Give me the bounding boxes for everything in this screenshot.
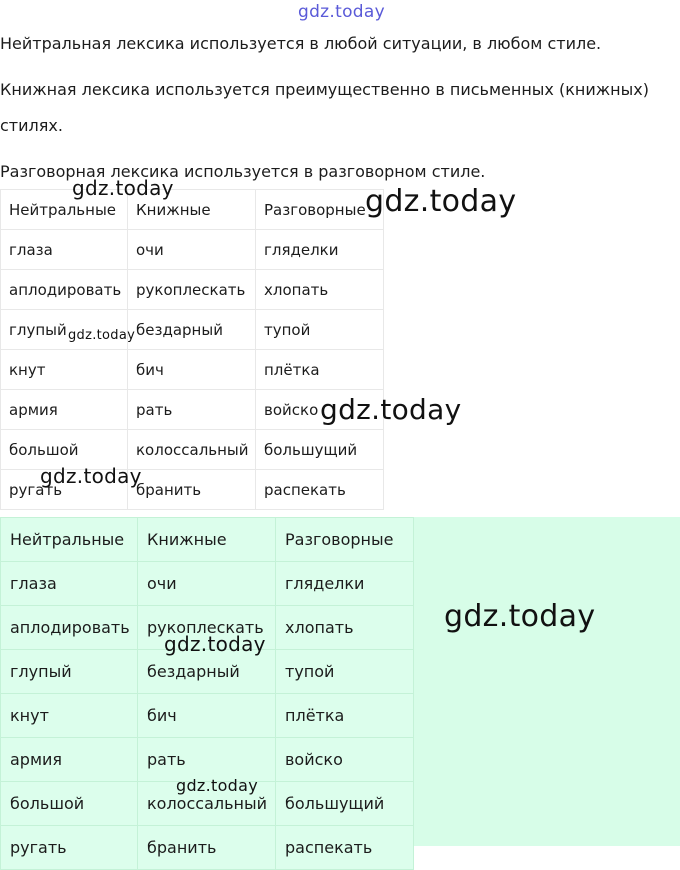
table-row: [1, 562, 414, 606]
watermark: gdz.today: [176, 776, 258, 795]
table-cell: гляделки: [276, 562, 414, 606]
table-cell: распекать: [276, 826, 414, 870]
watermark: gdz.today: [40, 464, 142, 488]
table-cell: очи: [138, 562, 276, 606]
watermark: gdz.today: [444, 599, 596, 634]
header-cell: Книжные: [138, 518, 276, 562]
table-cell: войско: [256, 390, 384, 430]
header-cell: Разговорные: [256, 190, 384, 230]
table-row: [1, 230, 384, 270]
paragraph-colloquial: Разговорная лексика используется в разговорном стиле.: [0, 162, 486, 181]
table-row: [1, 694, 414, 738]
table-cell: большущий: [276, 782, 414, 826]
table-cell: рать: [138, 738, 276, 782]
table-header-row: [1, 518, 414, 562]
header-cell: Книжные: [128, 190, 256, 230]
paragraph-neutral: Нейтральная лексика используется в любой ситуации, в любом стиле.: [0, 34, 602, 53]
watermark: gdz.today: [72, 176, 174, 200]
table-row: [1, 826, 414, 870]
table-cell: колоссальный: [128, 430, 256, 470]
table-header-row: [1, 190, 384, 230]
table-cell: кнут: [1, 350, 128, 390]
table-cell: большой: [1, 782, 138, 826]
table-cell: хлопать: [256, 270, 384, 310]
table-cell: бич: [138, 694, 276, 738]
table-cell: колоссальный: [138, 782, 276, 826]
table-row: [1, 650, 414, 694]
table-cell: армия: [1, 738, 138, 782]
table-cell: плётка: [276, 694, 414, 738]
table-cell: бич: [128, 350, 256, 390]
table-cell: глаза: [1, 230, 128, 270]
table-cell: тупой: [256, 310, 384, 350]
table-cell: ругать: [1, 470, 128, 510]
table-cell: тупой: [276, 650, 414, 694]
watermark: gdz.today: [68, 328, 136, 343]
watermark: gdz.today: [164, 632, 266, 656]
table-cell: распекать: [256, 470, 384, 510]
table-cell: очи: [128, 230, 256, 270]
highlighted-table-area: [0, 517, 680, 857]
table-cell: ругать: [1, 826, 138, 870]
table-cell: большущий: [256, 430, 384, 470]
table-cell: аплодировать: [1, 270, 128, 310]
table-row: [1, 738, 414, 782]
paragraph-bookish: Книжная лексика используется преимущественно в письменных (книжных) стилях.: [0, 80, 649, 135]
table-row: [1, 310, 384, 350]
table-cell: бездарный: [138, 650, 276, 694]
table-row: [1, 350, 384, 390]
header-cell: Нейтральные: [1, 518, 138, 562]
table-cell: бранить: [138, 826, 276, 870]
table-cell: армия: [1, 390, 128, 430]
table-cell: хлопать: [276, 606, 414, 650]
watermark: gdz.today: [365, 184, 517, 219]
table-cell: войско: [276, 738, 414, 782]
table-cell: плётка: [256, 350, 384, 390]
table-cell: глупый: [1, 310, 128, 350]
table-cell: глупый: [1, 650, 138, 694]
table-cell: кнут: [1, 694, 138, 738]
top-watermark: gdz.today: [298, 2, 385, 22]
table-cell: бездарный: [128, 310, 256, 350]
table-cell: аплодировать: [1, 606, 138, 650]
table-cell: глаза: [1, 562, 138, 606]
table-row: [1, 270, 384, 310]
table-cell: большой: [1, 430, 128, 470]
vocabulary-table: [0, 189, 384, 510]
header-cell: Разговорные: [276, 518, 414, 562]
table-cell: рать: [128, 390, 256, 430]
header-cell: Нейтральные: [1, 190, 128, 230]
watermark: gdz.today: [320, 393, 462, 426]
table-cell: бранить: [128, 470, 256, 510]
table-cell: гляделки: [256, 230, 384, 270]
vocabulary-table-highlighted: [0, 517, 414, 870]
table-cell: рукоплескать: [138, 606, 276, 650]
table-cell: рукоплескать: [128, 270, 256, 310]
